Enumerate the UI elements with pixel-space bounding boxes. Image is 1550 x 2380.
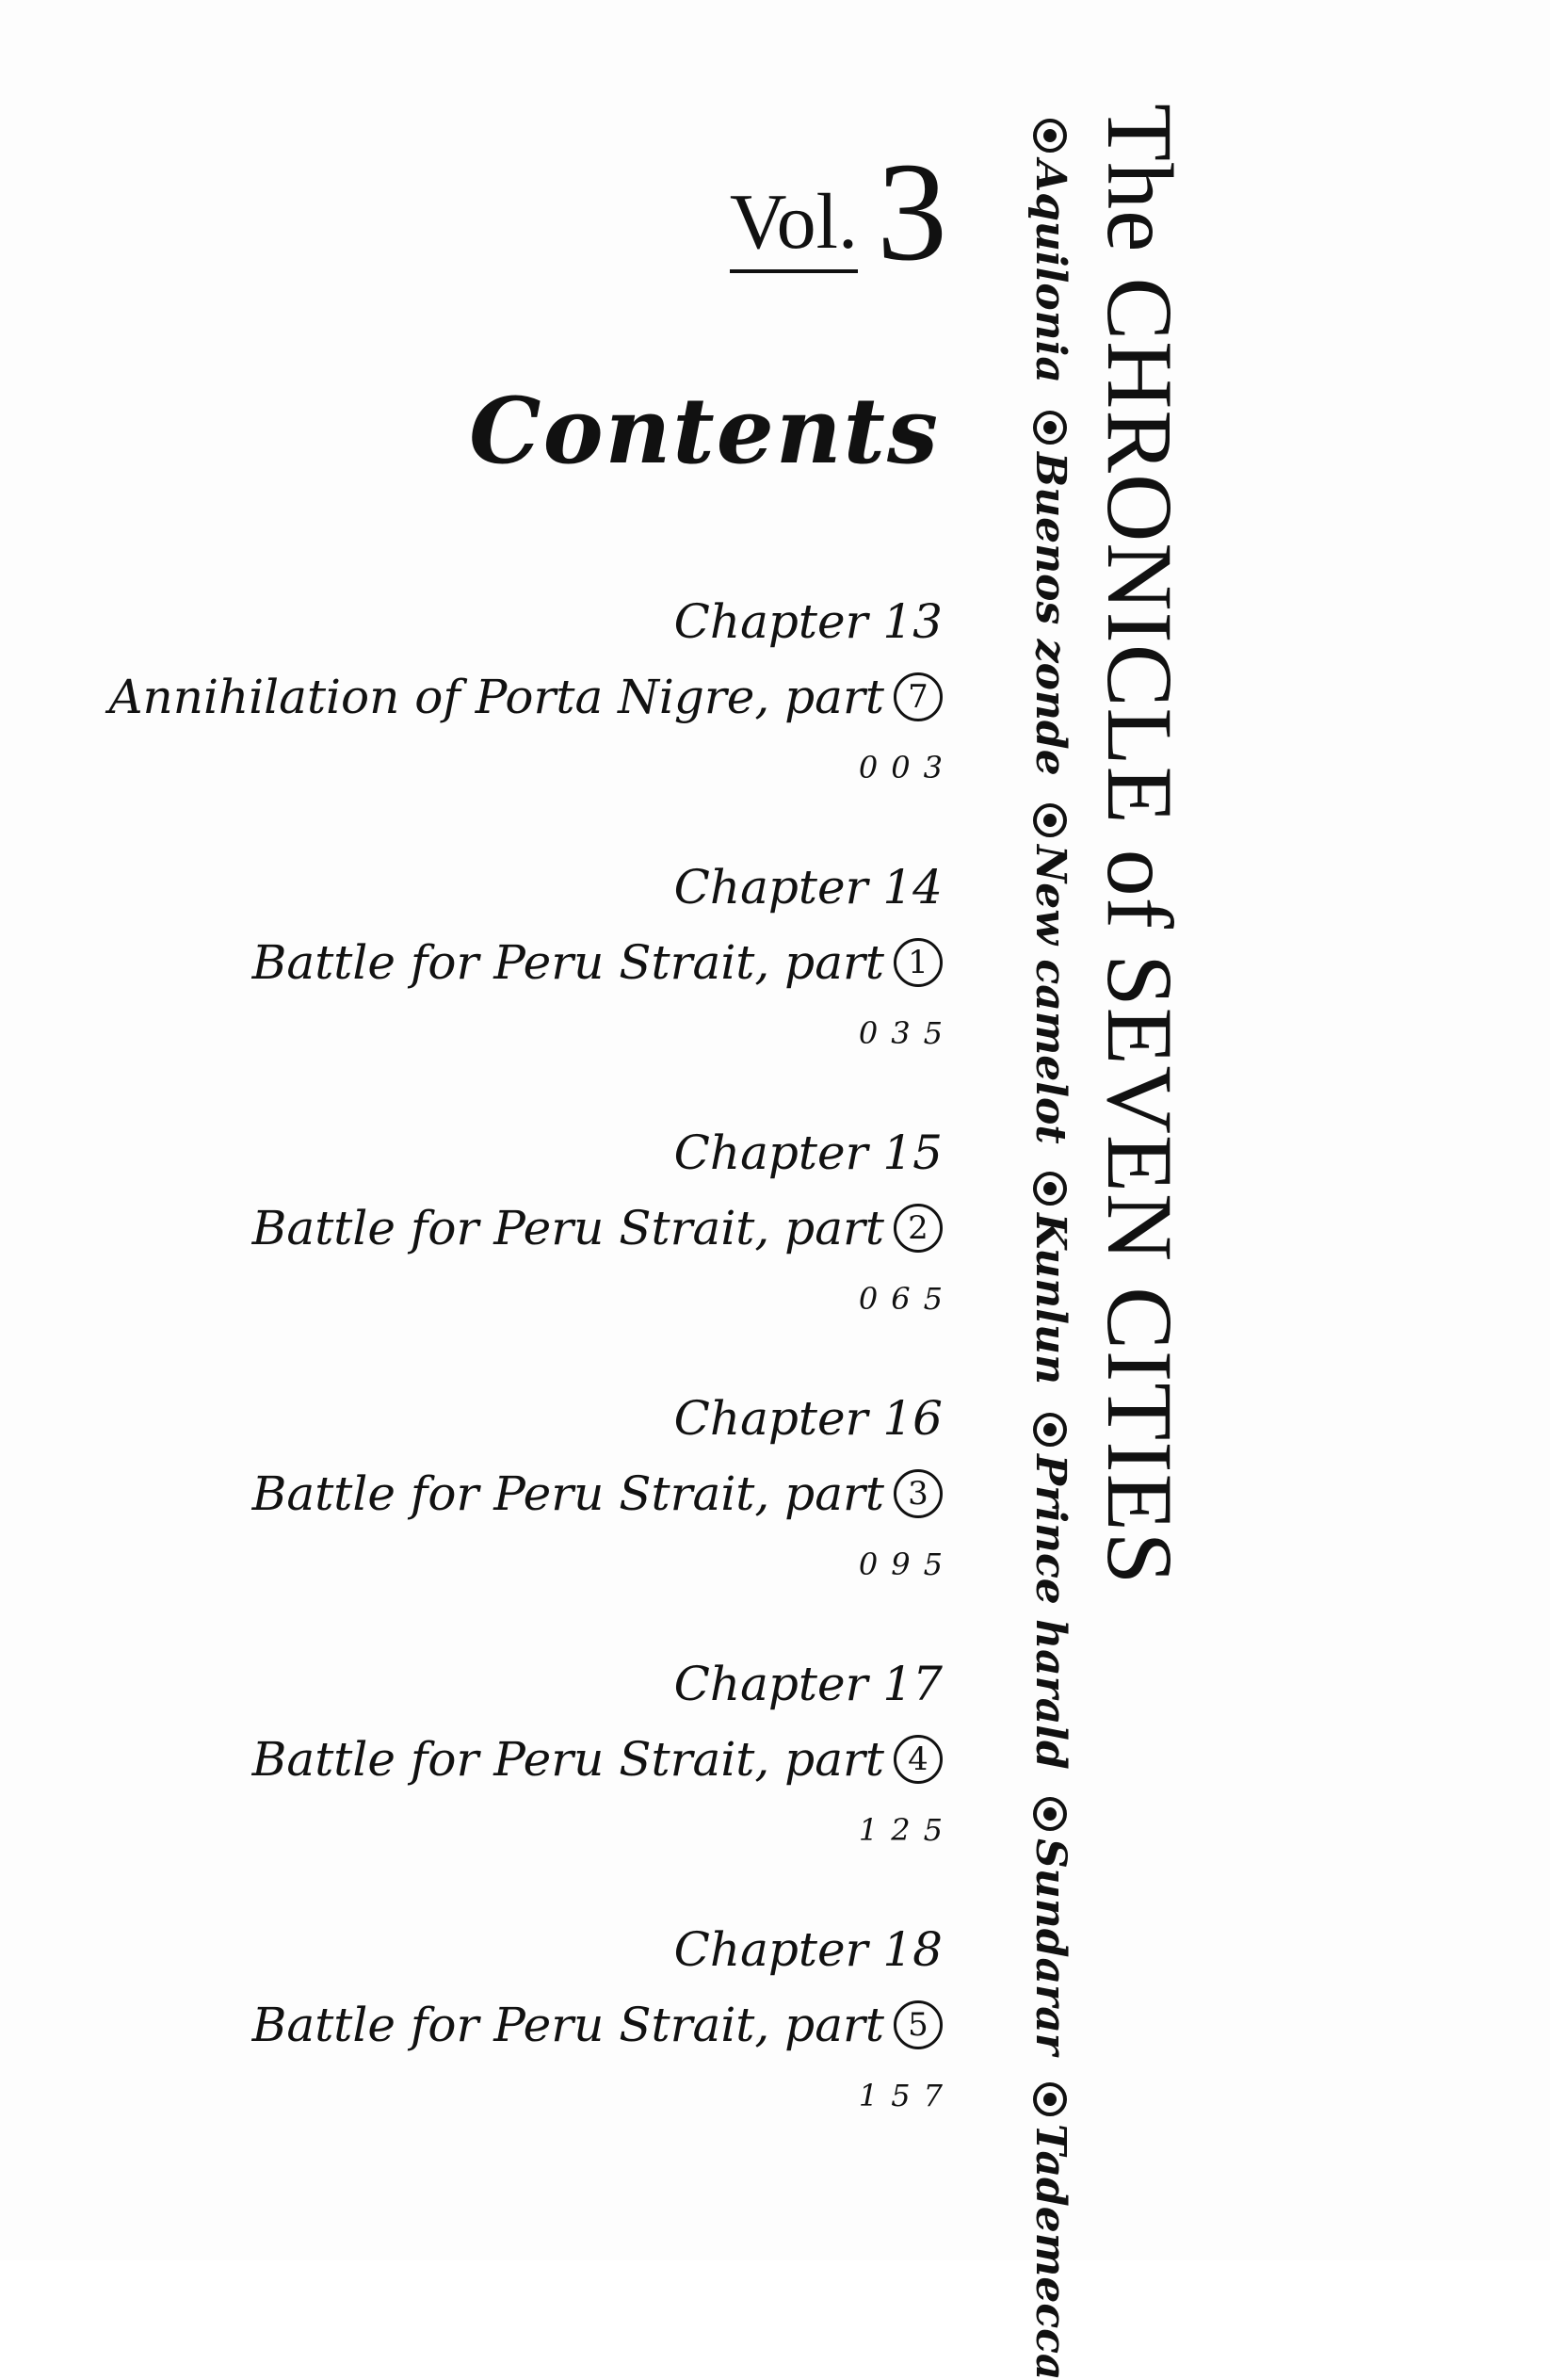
part-number-circled: 3 (894, 1469, 943, 1518)
table-of-contents (1, 589, 956, 2182)
chapter-title-text: Battle for Peru Strait, part (251, 935, 884, 990)
page-number: 035 (858, 1015, 956, 1051)
seven-cities-list (1017, 105, 1083, 2380)
bullet-icon (1033, 2082, 1067, 2116)
chapter-title (1, 1466, 943, 1522)
chapter-title-text: Battle for Peru Strait, part (251, 1732, 884, 1787)
part-number-circled: 4 (894, 1735, 943, 1784)
part-number-circled: 5 (894, 2000, 943, 2049)
city-name: Prince harald (1026, 1453, 1074, 1770)
toc-entry-chapter-18[interactable] (1, 1917, 956, 2182)
volume-label: Vol. (730, 183, 858, 273)
chapter-label: Chapter 13 (673, 594, 943, 649)
chapter-label: Chapter 15 (673, 1125, 943, 1180)
chapter-title (1, 1201, 943, 1256)
chapter-title-text: Battle for Peru Strait, part (251, 1466, 884, 1521)
city-item (1026, 1158, 1074, 1399)
chapter-label: Chapter 14 (673, 860, 943, 915)
toc-entry-chapter-13[interactable] (1, 589, 956, 854)
toc-entry-chapter-14[interactable] (1, 854, 956, 1120)
part-number-circled: 2 (894, 1204, 943, 1253)
bullet-icon (1033, 1172, 1067, 1206)
chapter-label: Chapter 18 (673, 1922, 943, 1977)
part-number-circled: 1 (894, 938, 943, 987)
city-item (1026, 2069, 1074, 2380)
volume-number: 3 (877, 134, 947, 290)
city-item (1026, 790, 1074, 1158)
toc-entry-chapter-16[interactable] (1, 1385, 956, 1651)
chapter-label: Chapter 17 (673, 1657, 943, 1711)
bullet-icon (1033, 1797, 1067, 1831)
bullet-icon (1033, 803, 1067, 837)
part-number-circled: 7 (894, 672, 943, 721)
page-number: 065 (858, 1281, 956, 1317)
city-item (1026, 1400, 1074, 1784)
bullet-icon (1033, 119, 1067, 153)
page-number: 157 (858, 2078, 956, 2113)
chapter-title (1, 670, 943, 725)
chapter-label: Chapter 16 (673, 1391, 943, 1446)
city-item (1026, 397, 1074, 790)
city-item (1026, 1784, 1074, 2069)
page-number: 125 (858, 1812, 956, 1848)
chapter-title-text: Battle for Peru Strait, part (251, 1201, 884, 1255)
chapter-title-text: Annihilation of Porta Nigre, part (108, 670, 884, 724)
toc-entry-chapter-15[interactable] (1, 1120, 956, 1385)
chapter-title (1, 1998, 943, 2053)
toc-entry-chapter-17[interactable] (1, 1651, 956, 1917)
page-number: 003 (858, 750, 956, 785)
city-name: Kunlun (1026, 1213, 1074, 1385)
city-name: Aquilonia (1026, 160, 1074, 383)
bullet-icon (1033, 1413, 1067, 1447)
chapter-title (1, 1732, 943, 1788)
city-name: Sundarar (1026, 1838, 1074, 2055)
chapter-title (1, 935, 943, 991)
contents-title: Contents (469, 378, 940, 484)
city-name: New camelot (1026, 845, 1074, 1144)
city-name: Tademecca (1026, 2123, 1074, 2380)
chapter-title-text: Battle for Peru Strait, part (251, 1998, 884, 2052)
page-number: 095 (858, 1546, 956, 1582)
series-title-vertical: The CHRONICLE of SEVEN CITIES (1088, 104, 1192, 1586)
bullet-icon (1033, 411, 1067, 445)
volume-heading (729, 134, 947, 290)
city-item (1026, 105, 1074, 397)
city-name: Buenos zonde (1026, 452, 1074, 776)
